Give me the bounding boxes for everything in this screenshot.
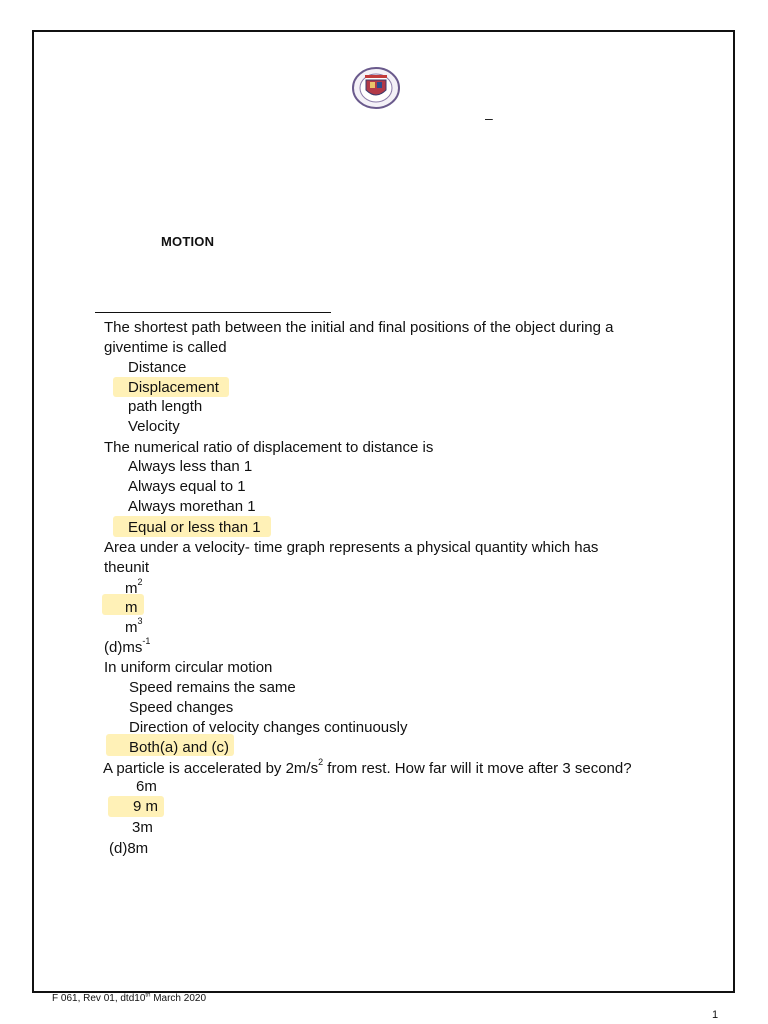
question-1-stem-line-2: giventime is called xyxy=(104,339,227,356)
footer-text: March 2020 xyxy=(150,993,207,1004)
question-4-option-a: Speed remains the same xyxy=(129,679,296,696)
question-2-option-b: Always equal to 1 xyxy=(128,478,246,495)
question-2-option-d: Equal or less than 1 xyxy=(128,519,261,536)
footer-text: F 061, Rev 01, dtd10 xyxy=(52,993,146,1004)
question-2-option-a: Always less than 1 xyxy=(128,458,253,475)
question-2-option-c: Always morethan 1 xyxy=(128,498,256,515)
question-3-option-c xyxy=(125,618,143,638)
page-number: 1 xyxy=(712,1009,719,1021)
page-title: MOTION xyxy=(161,234,215,249)
question-4-option-b: Speed changes xyxy=(129,699,234,716)
question-4-stem: In uniform circular motion xyxy=(104,659,273,676)
question-1-option-c: path length xyxy=(128,398,203,415)
option-exponent: 3 xyxy=(137,616,143,626)
question-5-option-b: 9 m xyxy=(133,798,159,815)
option-exponent: 2 xyxy=(137,577,143,587)
question-1-option-b: Displacement xyxy=(128,379,219,396)
stem-exponent: 2 xyxy=(318,757,324,767)
option-base: m xyxy=(125,580,138,597)
question-1-stem-line-1: The shortest path between the initial and final positions of the object during a xyxy=(104,319,614,336)
question-4-option-d: Both(a) and (c) xyxy=(129,739,230,756)
document-footer xyxy=(52,993,206,1005)
stem-text: A particle is accelerated by 2m/s xyxy=(103,760,319,777)
question-3-option-d xyxy=(104,638,150,658)
header-dash: – xyxy=(485,110,493,126)
option-base: m xyxy=(125,599,138,616)
school-logo xyxy=(351,66,401,110)
option-exponent: -1 xyxy=(142,636,151,646)
question-5-option-d: (d)8m xyxy=(109,840,149,857)
footer-suffix: th xyxy=(145,992,151,999)
stem-text: from rest. How far will it move after 3 second? xyxy=(323,760,632,777)
section-divider xyxy=(95,312,331,313)
question-3-stem-line-1: Area under a velocity- time graph represents a physical quantity which has xyxy=(104,539,599,556)
question-3-option-b xyxy=(125,598,138,618)
question-5-option-a: 6m xyxy=(136,778,157,795)
question-5-option-c: 3m xyxy=(132,819,153,836)
option-base: (d)ms xyxy=(104,639,143,656)
question-1-option-d: Velocity xyxy=(128,418,180,435)
question-2-stem: The numerical ratio of displacement to distance is xyxy=(104,439,434,456)
question-1-option-a: Distance xyxy=(128,359,187,376)
question-3-option-a xyxy=(125,579,143,599)
question-4-option-c: Direction of velocity changes continuously xyxy=(129,719,408,736)
question-3-stem-line-2: theunit xyxy=(104,559,150,576)
question-5-stem xyxy=(103,759,632,779)
option-base: m xyxy=(125,619,138,636)
